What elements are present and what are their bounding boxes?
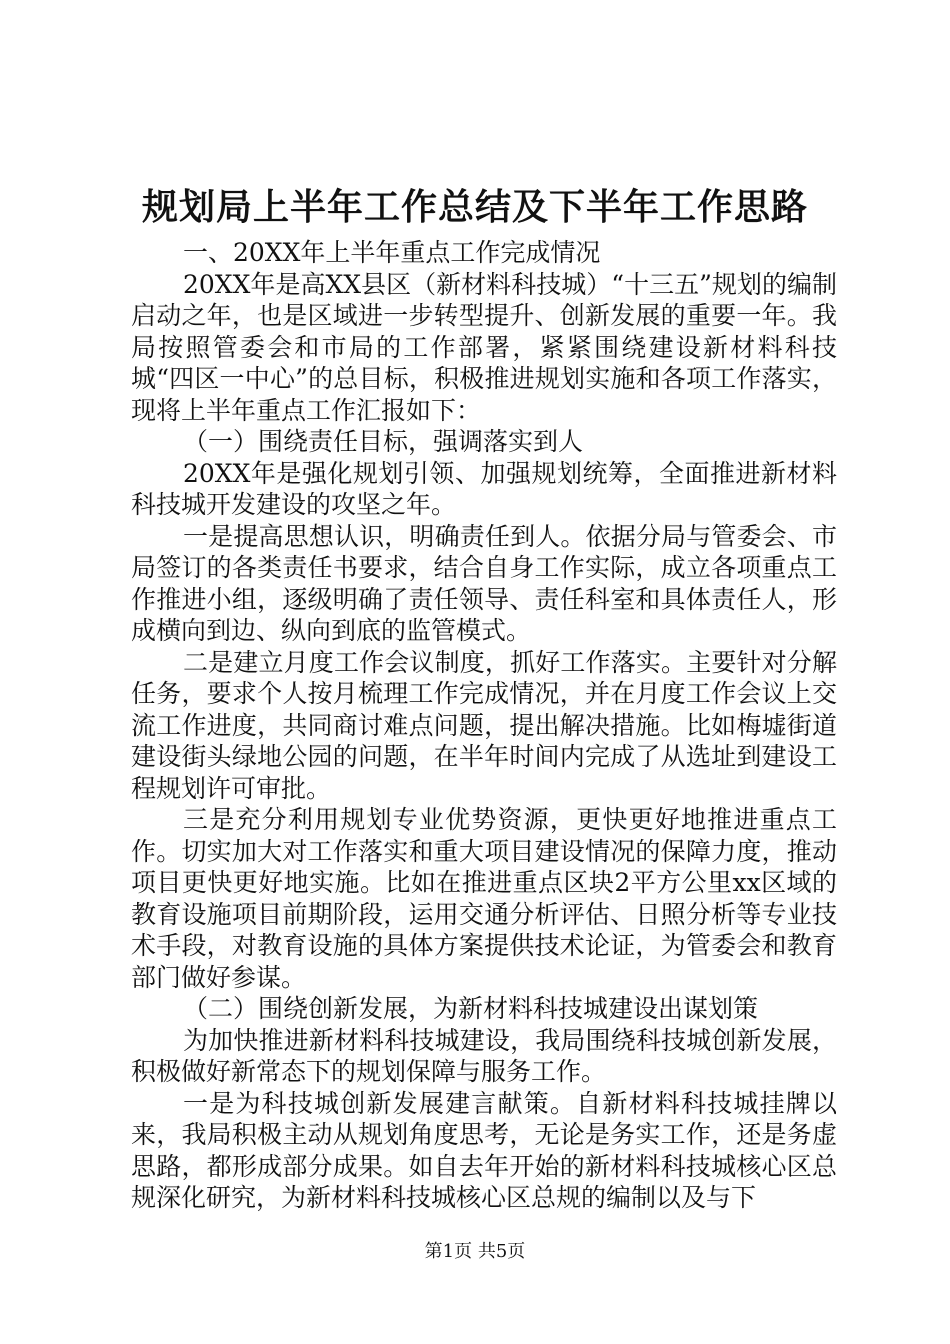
document-body [131,237,837,1214]
paragraph: 20XX年是强化规划引领、加强规划统筹，全面推进新材料科技城开发建设的攻坚之年。 [131,458,837,519]
paragraph: 三是充分利用规划专业优势资源，更快更好地推进重点工作。切实加大对工作落实和重大项目建设情况的保障力度，推动项目更快更好地实施。比如在推进重点区块2平方公里xx区域的教育设施项目前期阶段，运用交通分析评估、日照分析等专业技术手段，对教育设施的具体方案提供技术论证，为管委会和教育部门做好参谋。 [131,805,837,992]
document-title: 规划局上半年工作总结及下半年工作思路 [141,187,808,228]
subsection-heading: （一）围绕责任目标，强调落实到人 [183,427,584,456]
paragraph: 20XX年是高XX县区（新材料科技城）“十三五”规划的编制启动之年，也是区域进一步转型提升、创新发展的重要一年。我局按照管委会和市局的工作部署，紧紧围绕建设新材料科技城“四区一中心”的总目标，积极推进规划实施和各项工作落实，现将上半年重点工作汇报如下： [131,269,837,425]
section-heading: 一、20XX年上半年重点工作完成情况 [183,238,601,267]
paragraph: 为加快推进新材料科技城建设，我局围绕科技城创新发展，积极做好新常态下的规划保障与服务工作。 [131,1025,837,1086]
subsection-heading: （二）围绕创新发展，为新材料科技城建设出谋划策 [183,994,759,1023]
paragraph: 二是建立月度工作会议制度，抓好工作落实。主要针对分解任务，要求个人按月梳理工作完成情况，并在月度工作会议上交流工作进度，共同商讨难点问题，提出解决措施。比如梅墟街道建设街头绿地公园的问题，在半年时间内完成了从选址到建设工程规划许可审批。 [131,647,837,803]
paragraph: 一是提高思想认识，明确责任到人。依据分局与管委会、市局签订的各类责任书要求，结合自身工作实际，成立各项重点工作推进小组，逐级明确了责任领导、责任科室和具体责任人，形成横向到边、纵向到底的监管模式。 [131,521,837,645]
page-footer: 第1页 共5页 [424,1241,526,1262]
paragraph: 一是为科技城创新发展建言献策。自新材料科技城挂牌以来，我局积极主动从规划角度思考，无论是务实工作，还是务虚思路，都形成部分成果。如自去年开始的新材料科技城核心区总规深化研究，为新材料科技城核心区总规的编制以及与下 [131,1088,837,1212]
